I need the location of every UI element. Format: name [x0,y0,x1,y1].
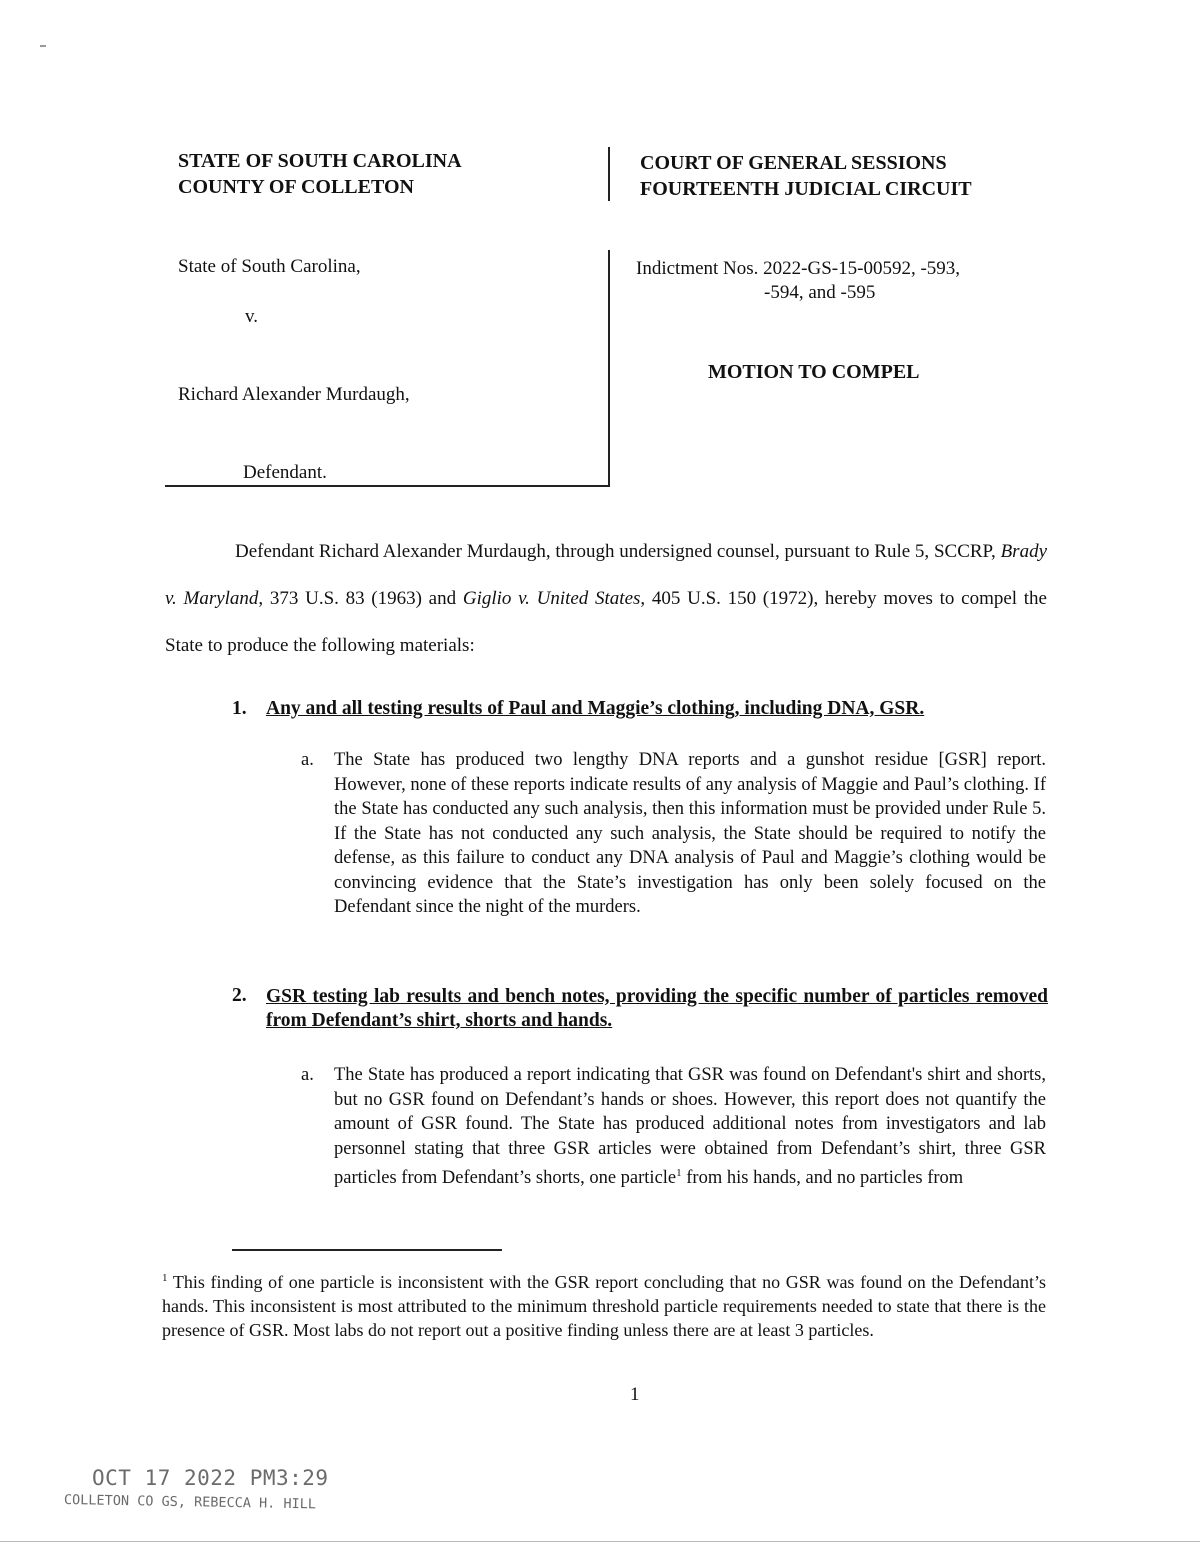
footnote-separator [232,1249,502,1251]
intro-text-2: , 373 U.S. 83 (1963) and [258,588,457,609]
versus-label: v. [245,306,259,327]
item-1a-text: The State has produced two lengthy DNA reports and a gunshot residue [GSR] report. However, none of these reports indicate results of any analysis of Maggie and Paul’s clothing. If the State has conducted any such analysis, then this information must be provided under Rule 5. If the State has not conducted any such analysis, the State should be required to notify the defense, as this failure to conduct any DNA analysis of Paul and Maggie’s clothing would be convincing evidence that the State’s investigation has only been solely focused on the Defendant since the night of the murders. [334,750,1046,917]
caption-court [640,150,972,202]
case-brady: Brady v. Maryland [165,541,1048,609]
item-2a-text-tail: from his hands, and no particles from [681,1168,964,1189]
caption-court-line: COURT OF GENERAL SESSIONS [640,152,947,174]
footnote-reference: 1 [676,1167,682,1179]
caption-circuit-line: FOURTEENTH JUDICIAL CIRCUIT [640,178,972,200]
scan-bottom-edge [0,1541,1200,1542]
footnote-text: This finding of one particle is inconsistent with the GSR report concluding that no GSR was found on the Defendant’s hands. This inconsistent is most attributed to the minimum threshold particle requirements needed to state that there is the presence of GSR. Most labs do not report out a positive finding unless there are at least 3 particles. [162,1272,1046,1340]
item-1-number: 1. [232,698,247,719]
motion-title: MOTION TO COMPEL [708,361,920,383]
item-1a-letter: a. [301,750,314,770]
intro-text-1: Defendant Richard Alexander Murdaugh, through undersigned counsel, pursuant to Rule 5, SCCRP, [235,541,996,562]
case-giglio: Giglio v. United States [462,588,641,609]
item-2-number: 2. [232,985,247,1006]
caption-county-line: COUNTY OF COLLETON [178,176,414,198]
caption-divider-bottom [608,250,610,486]
indictment-line-2: -594, and -595 [764,282,876,303]
indictment-numbers [636,257,1036,305]
item-1-heading: Any and all testing results of Paul and Maggie’s clothing, including DNA, GSR. [266,698,925,719]
defendant-label: Defendant. [243,462,327,483]
caption-state-line: STATE OF SOUTH CAROLINA [178,150,462,172]
item-2-heading: GSR testing lab results and bench notes, providing the specific number of particles removed from Defendant’s shirt, shorts and hands. [266,986,1048,1031]
caption-bottom-rule [165,485,610,487]
filing-stamp-date: OCT 17 2022 PM3:29 [92,1466,329,1490]
plaintiff-name: State of South Carolina, [178,256,361,277]
item-2a-text-main: The State has produced a report indicating that GSR was found on Defendant's shirt and shorts, but no GSR found on Defendant’s hands or shoes. However, this report does not quantify the amount of GSR found. The State has produced additional notes from investigators and lab personnel stating that three GSR articles were obtained from Defendant’s shirt, three GSR particles from Defendant’s shorts, one particle [334,1065,1046,1189]
filing-stamp-clerk: COLLETON CO GS, REBECCA H. HILL [63,1492,317,1513]
indictment-line-1: Indictment Nos. 2022-GS-15-00592, -593, [636,258,961,279]
page-number: 1 [630,1384,640,1405]
intro-paragraph [165,528,1047,669]
caption-divider-top [608,147,610,201]
footnote [162,1266,1046,1342]
caption-state [178,148,462,200]
intro-text-3: , 405 U.S. 150 (1972), hereby moves to compel the State to produce the following materials: [165,588,1047,656]
item-2a-text [334,1063,1046,1191]
item-2a-letter: a. [301,1065,314,1085]
defendant-name: Richard Alexander Murdaugh, [178,384,410,405]
footnote-marker: 1 [162,1272,168,1284]
scan-speck [40,45,46,47]
